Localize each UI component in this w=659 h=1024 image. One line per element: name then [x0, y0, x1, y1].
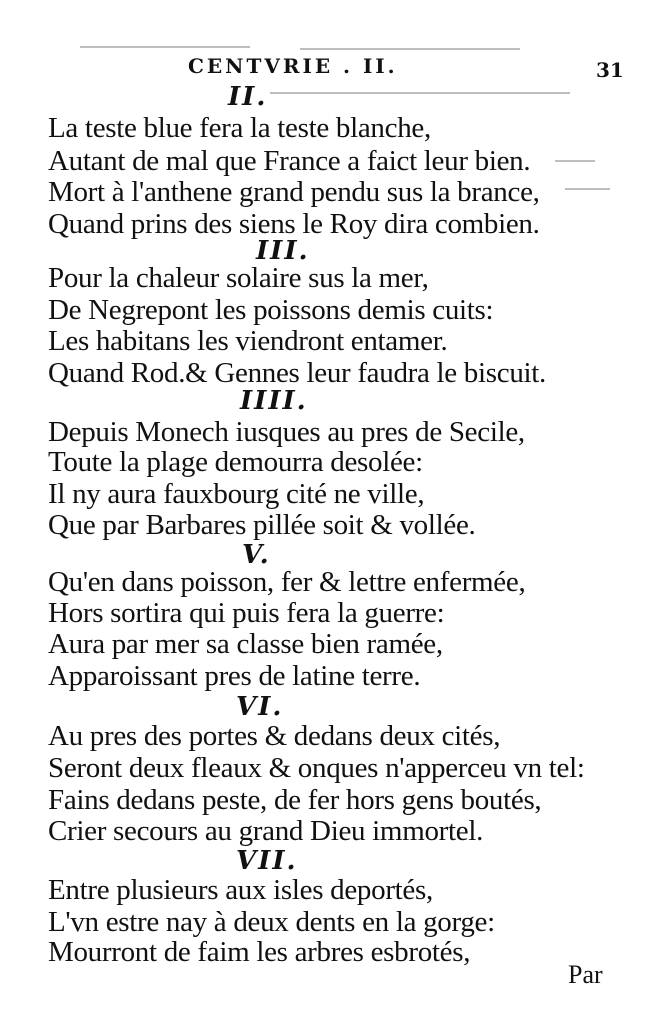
ink-smudge — [300, 48, 520, 50]
quatrain-number: II. — [228, 82, 268, 112]
verse-line: L'vn estre nay à deux dents en la gorge: — [48, 906, 495, 938]
verse-line: Il ny aura fauxbourg cité ne ville, — [48, 478, 425, 510]
catchword: Par — [568, 960, 603, 989]
verse-line: Apparoissant pres de latine terre. — [48, 660, 421, 692]
verse-line: Mort à l'anthene grand pendu sus la brance, — [48, 176, 540, 208]
verse-line: Crier secours au grand Dieu immortel. — [48, 815, 484, 847]
verse-line: Seront deux fleaux & onques n'apperceu vn tel: — [48, 752, 585, 784]
quatrain-number: III. — [256, 236, 310, 266]
verse-line: La teste blue fera la teste blanche, — [48, 112, 431, 144]
verse-line: Mourront de faim les arbres esbrotés, — [48, 936, 471, 968]
verse-line: Pour la chaleur solaire sus la mer, — [48, 262, 429, 294]
ink-smudge — [565, 188, 610, 190]
verse-line: Les habitans les viendront entamer. — [48, 325, 448, 357]
verse-line: Entre plusieurs aux isles deportés, — [48, 874, 433, 906]
verse-line: Qu'en dans poisson, fer & lettre enfermée, — [48, 566, 526, 598]
verse-line: Fains dedans peste, de fer hors gens boutés, — [48, 784, 542, 816]
ink-smudge — [270, 92, 570, 94]
verse-line: Toute la plage demourra desolée: — [48, 446, 423, 478]
verse-line: Aura par mer sa classe bien ramée, — [48, 628, 443, 660]
ink-smudge — [80, 46, 250, 48]
verse-line: Quand Rod.& Gennes leur faudra le biscuit. — [48, 357, 546, 389]
verse-line: Au pres des portes & dedans deux cités, — [48, 720, 501, 752]
verse-line: De Negrepont les poissons demis cuits: — [48, 294, 494, 326]
verse-line: Depuis Monech iusques au pres de Secile, — [48, 416, 525, 448]
quatrain-number: VII. — [236, 846, 298, 876]
ink-smudge — [555, 160, 595, 162]
verse-line: Que par Barbares pillée soit & vollée. — [48, 509, 476, 541]
verse-line: Hors sortira qui puis fera la guerre: — [48, 597, 445, 629]
quatrain-number: V. — [242, 540, 271, 570]
verse-line: Autant de mal que France a faict leur bien. — [48, 145, 531, 177]
running-title: CENTVRIE . II. — [188, 54, 398, 78]
page-number: 31 — [596, 58, 624, 82]
quatrain-number: VI. — [236, 692, 284, 722]
quatrain-number: IIII. — [240, 386, 308, 416]
verse-line: Quand prins des siens le Roy dira combien. — [48, 208, 540, 240]
